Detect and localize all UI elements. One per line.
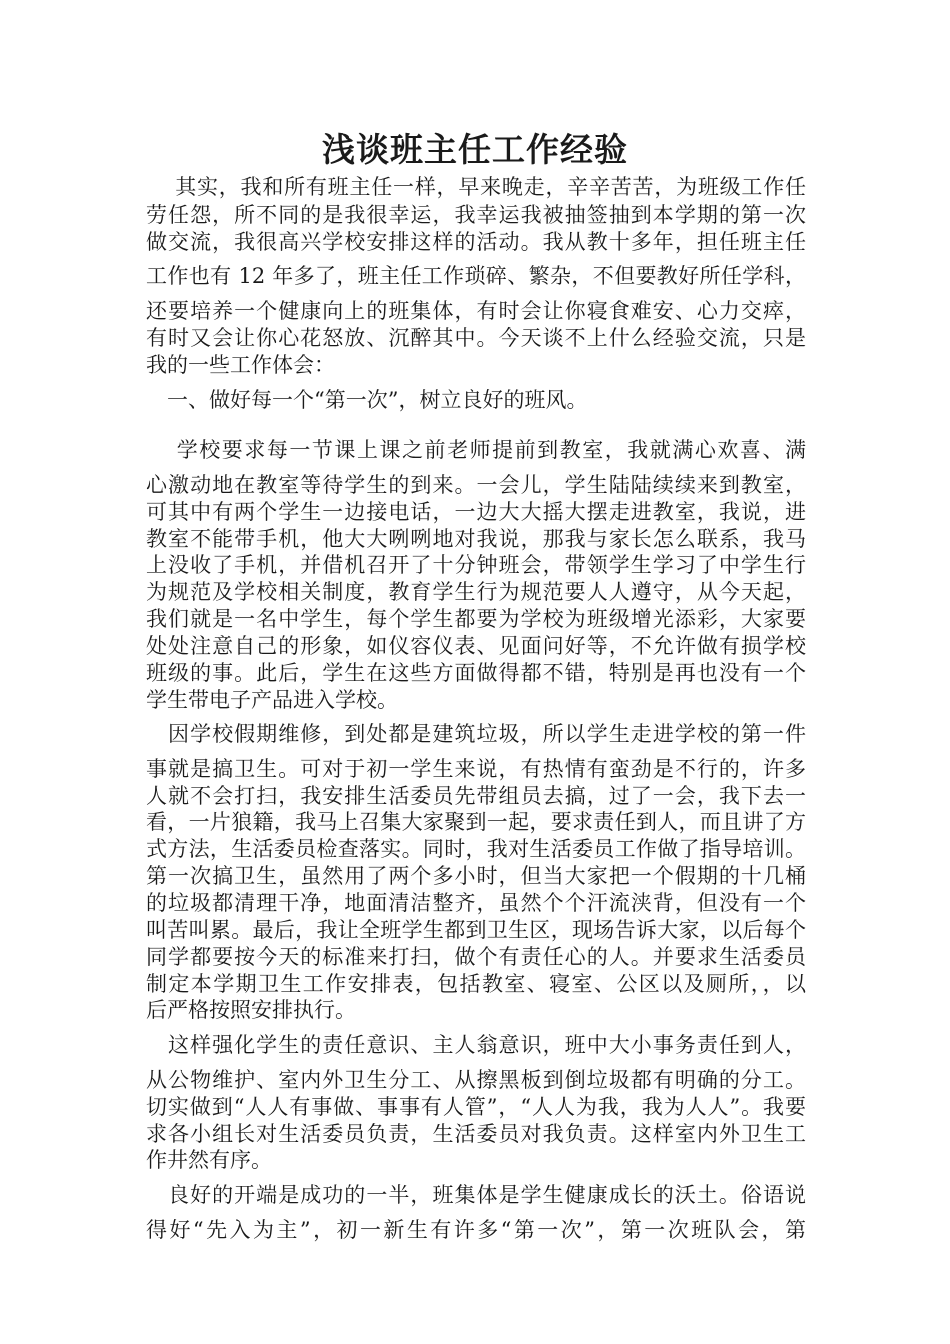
text-line: 劳任怨，所不同的是我很幸运，我幸运我被抽签抽到本学期的第一次 [146,203,806,227]
text-line: 可其中有两个学生一边接电话，一边大大摇大摆走进教室，我说，进 [146,500,806,524]
section-heading: 一、做好每一个“第一次”，树立良好的班风。 [146,388,588,412]
text-line: 切实做到“人人有事做、事事有人管”，“人人为我，我为人人”。我要 [146,1095,806,1119]
text-line: 心激动地在教室等待学生的到来。一会儿，学生陆陆续续来到教室， [146,473,806,497]
text-line: 第一次搞卫生，虽然用了两个多小时，但当大家把一个假期的十几桶 [146,864,806,888]
text-line: 上没收了手机，并借机召开了十分钟班会，带领学生学习了中学生行 [146,553,806,577]
text-line: 这样强化学生的责任意识、主人翁意识，班中大小事务责任到人， [146,1033,806,1057]
text-line: 得好“先入为主”，初一新生有许多“第一次”，第一次班队会，第 [146,1218,806,1242]
text-line: 为规范及学校相关制度，教育学生行为规范要人人遵守，从今天起， [146,580,806,604]
text-line: 求各小组长对生活委员负责，生活委员对我负责。这样室内外卫生工 [146,1122,806,1146]
text-line: 我们就是一名中学生，每个学生都要为学校为班级增光添彩，大家要 [146,607,806,631]
text-line: 学生带电子产品进入学校。 [146,688,398,712]
text-line: 人就不会打扫，我安排生活委员先带组员去搞，过了一会，我下去一 [146,784,806,808]
text-line: 其实，我和所有班主任一样，早来晚走，辛辛苦苦，为班级工作任 [146,175,806,199]
text-line: 同学都要按今天的标准来打扫，做个有责任心的人。并要求生活委员 [146,945,806,969]
text-line: 制定本学期卫生工作安排表，包括教室、寝室、公区以及厕所，，以 [146,972,806,996]
text-line: 式方法，生活委员检查落实。同时，我对生活委员工作做了指导培训。 [146,837,806,861]
text-line: 看，一片狼籍，我马上召集大家聚到一起，要求责任到人，而且讲了方 [146,810,806,834]
text-line: 事就是搞卫生。可对于初一学生来说，有热情有蛮劲是不行的，许多 [146,757,806,781]
text-line: 处处注意自己的形象，如仪容仪表、见面问好等，不允许做有损学校 [146,634,806,658]
text-line: 工作也有 12 年多了，班主任工作琐碎、繁杂，不但要教好所任学科， [146,264,806,288]
text-line: 良好的开端是成功的一半，班集体是学生健康成长的沃土。俗语说 [146,1183,806,1207]
text-line: 叫苦叫累。最后，我让全班学生都到卫生区，现场告诉大家，以后每个 [146,918,806,942]
document-title: 浅谈班主任工作经验 [322,130,628,169]
text-line: 还要培养一个健康向上的班集体，有时会让你寝食难安、心力交瘁， [146,299,806,323]
text-line: 我的一些工作体会： [146,353,335,377]
text-line: 后严格按照安排执行。 [146,998,356,1022]
text-line: 作井然有序。 [146,1148,272,1172]
text-line: 学校要求每一节课上课之前老师提前到教室，我就满心欢喜、满 [146,438,806,462]
text-line: 因学校假期维修，到处都是建筑垃圾，所以学生走进学校的第一件 [146,722,806,746]
text-line: 做交流，我很高兴学校安排这样的活动。我从教十多年，担任班主任 [146,230,806,254]
text-line: 的垃圾都清理干净，地面清洁整齐，虽然个个汗流浃背，但没有一个 [146,891,806,915]
text-line: 教室不能带手机，他大大咧咧地对我说，那我与家长怎么联系，我马 [146,527,806,551]
text-line: 从公物维护、室内外卫生分工、从擦黑板到倒垃圾都有明确的分工。 [146,1068,806,1092]
text-line: 有时又会让你心花怒放、沉醉其中。今天谈不上什么经验交流，只是 [146,326,806,350]
text-line: 班级的事。此后，学生在这些方面做得都不错，特别是再也没有一个 [146,661,806,685]
